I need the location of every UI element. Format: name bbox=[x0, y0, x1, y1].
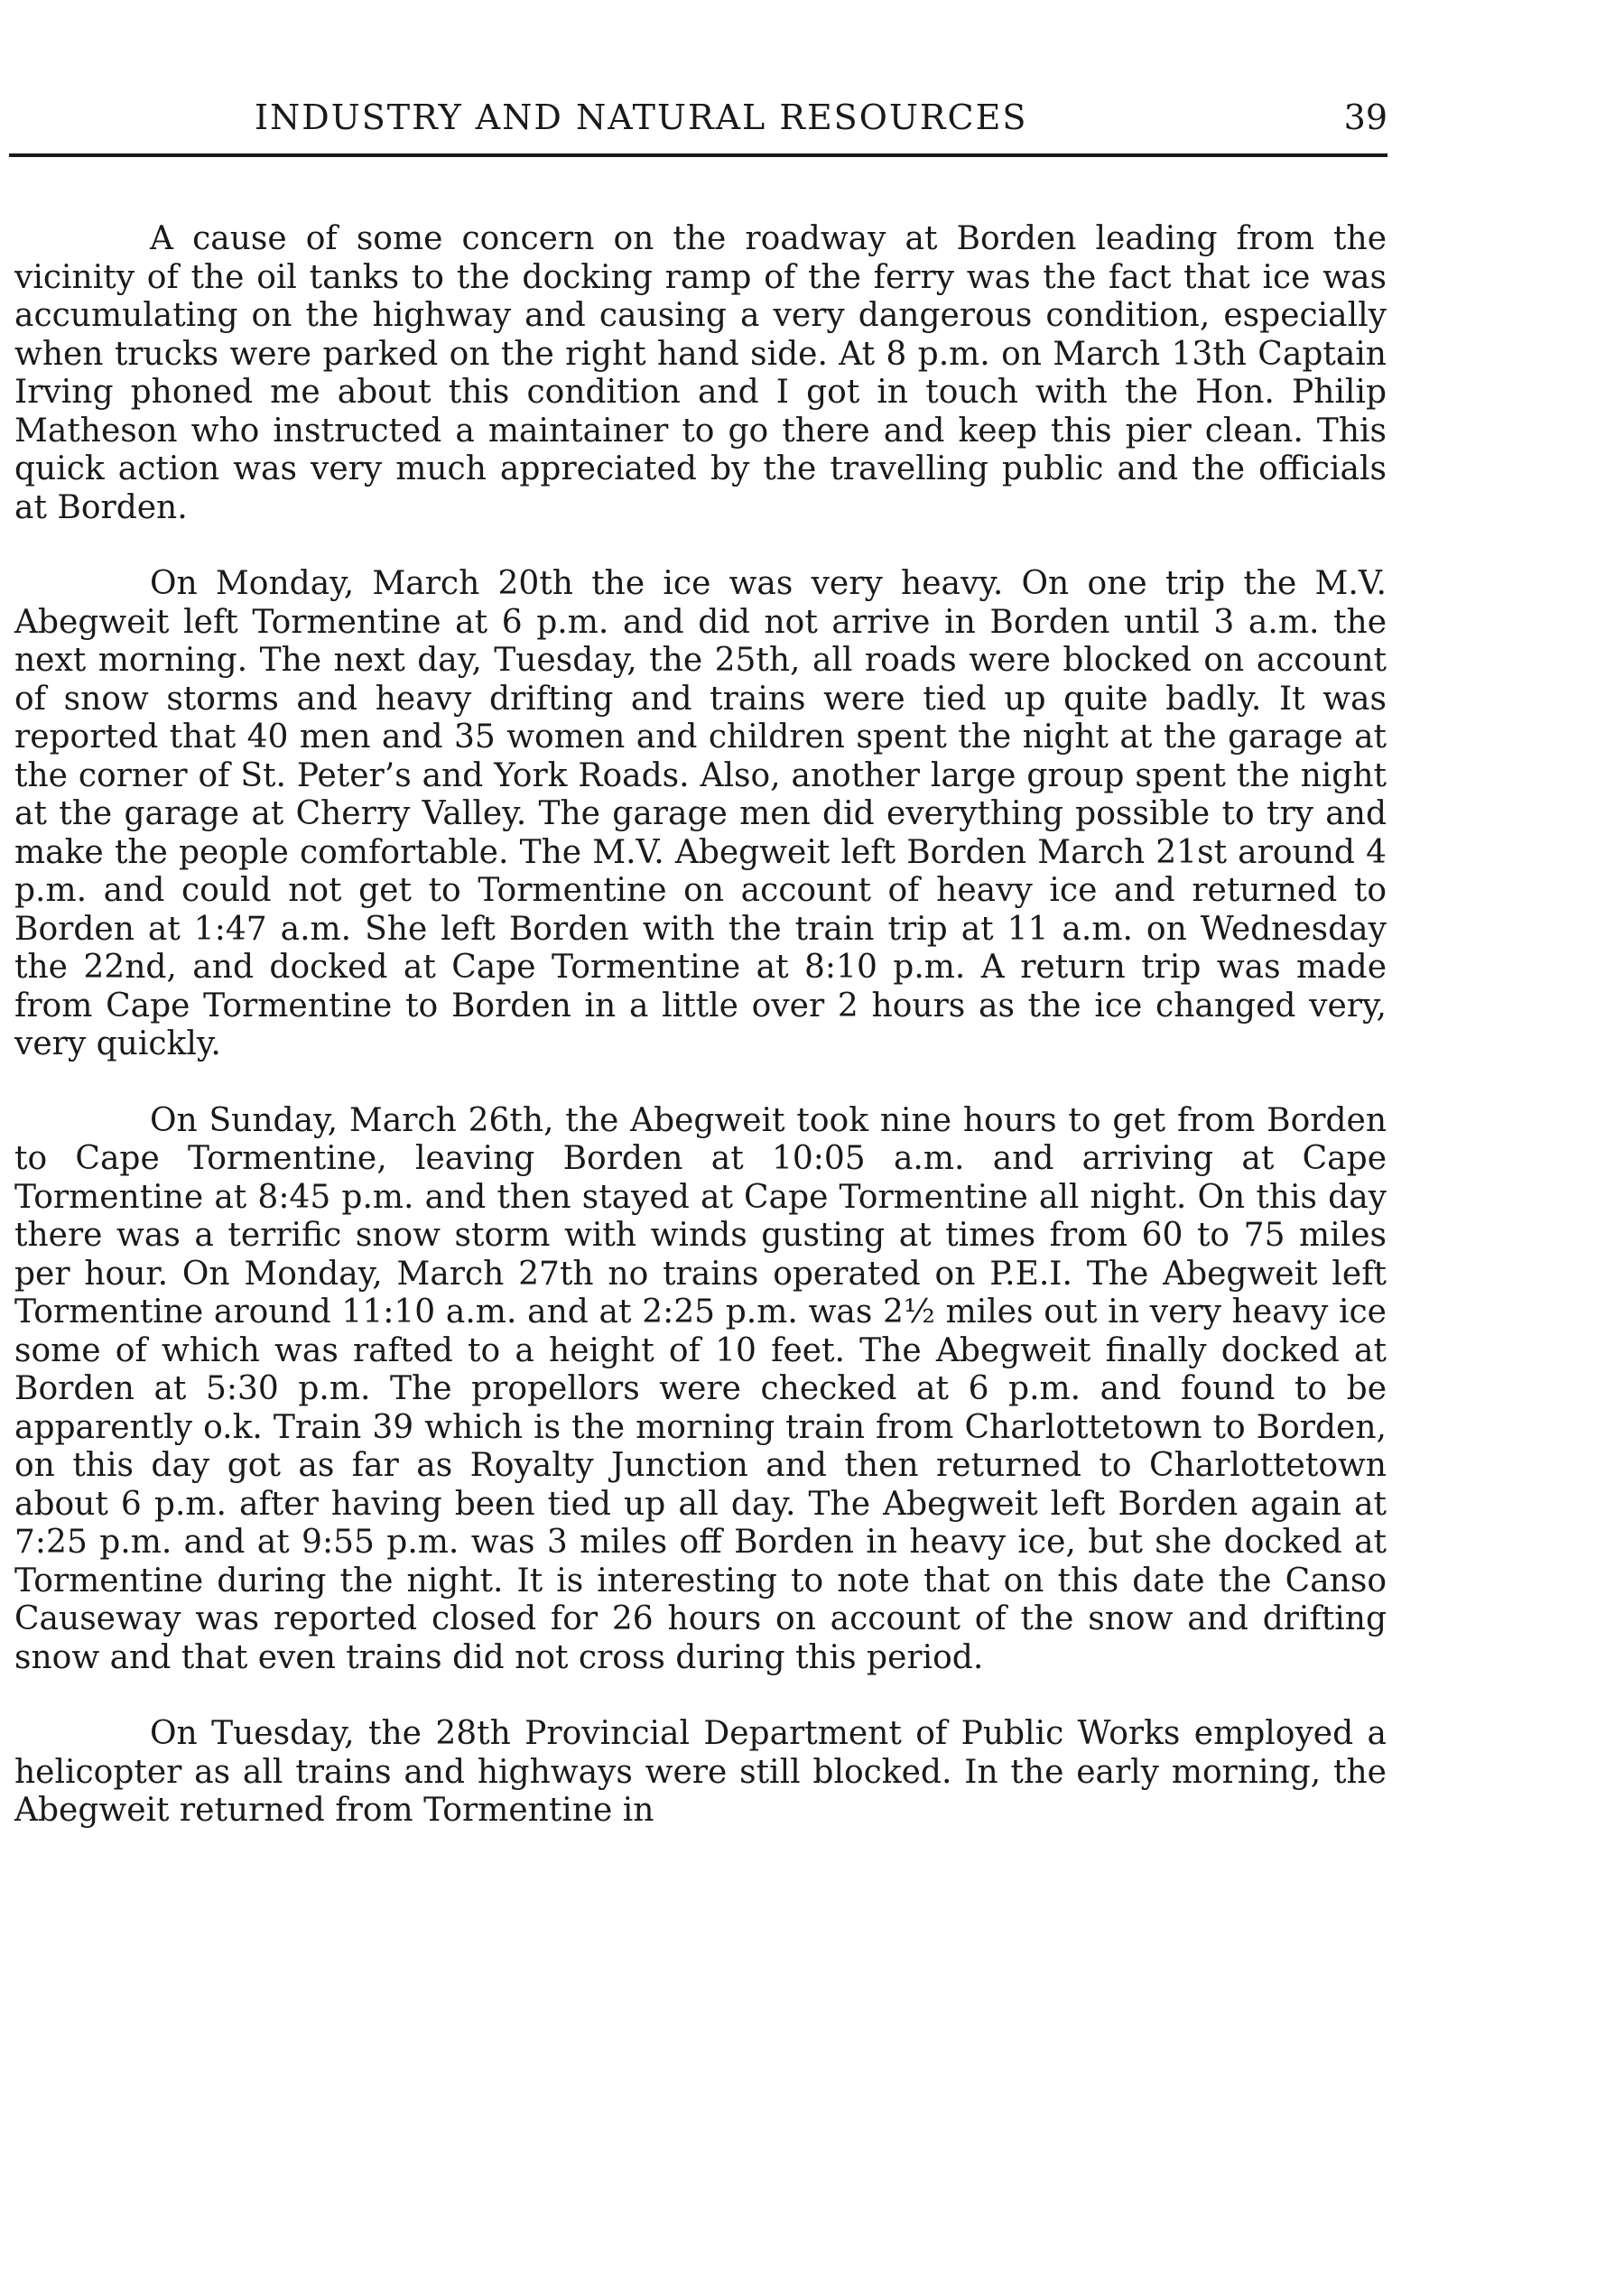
paragraph-3: On Sunday, March 26th, the Abegweit took nine hours to get from Borden to Cape Tormentine, leaving Borden at 10:05 a.m. and arriving at Cape Tormentine at 8:45 p.m. and then stayed at Cape Tormentine all night. On this day there was a terrific snow storm with winds gusting at times from 60 to 75 miles per hour. On Monday, March 27th no trains operated on P.E.I. The Abegweit left Tormentine around 11:10 a.m. and at 2:25 p.m. was 2½ miles out in very heavy ice some of which was rafted to a height of 10 feet. The Abegweit finally docked at Borden at 5:30 p.m. The propellors were checked at 6 p.m. and found to be apparently o.k. Train 39 which is the morning train from Charlottetown to Borden, on this day got as far as Royalty Junction and then returned to Charlottetown about 6 p.m. after having been tied up all day. The Abegweit left Borden again at 7:25 p.m. and at 9:55 p.m. was 3 miles off Borden in heavy ice, but she docked at Tormentine during the night. It is interesting to note that on this date the Canso Causeway was reported closed for 26 hours on account of the snow and drifting snow and that even trains did not cross during this period. bbox=[14, 1101, 1387, 1676]
header-rule bbox=[9, 153, 1387, 157]
body-text bbox=[14, 220, 1387, 1868]
paragraph-1: A cause of some concern on the roadway at Borden leading from the vicinity of the oil tanks to the docking ramp of the ferry was the fact that ice was accumulating on the highway and causing a very dangerous condition, especially when trucks were parked on the right hand side. At 8 p.m. on March 13th Captain Irving phoned me about this condition and I got in touch with the Hon. Philip Matheson who instructed a maintainer to go there and keep this pier clean. This quick action was very much appreciated by the travelling public and the officials at Borden. bbox=[14, 220, 1387, 526]
running-header bbox=[9, 90, 1387, 144]
page-number: 39 bbox=[1343, 97, 1387, 137]
paragraph-4: On Tuesday, the 28th Provincial Department of Public Works employed a helicopter as all trains and highways were still blocked. In the early morning, the Abegweit returned from Tormentine in bbox=[14, 1715, 1387, 1829]
paragraph-2: On Monday, March 20th the ice was very heavy. On one trip the M.V. Abegweit left Tormentine at 6 p.m. and did not arrive in Borden until 3 a.m. the next morning. The next day, Tuesday, the 25th, all roads were blocked on account of snow storms and heavy drifting and trains were tied up quite badly. It was reported that 40 men and 35 women and children spent the night at the garage at the corner of St. Peter’s and York Roads. Also, another large group spent the night at the garage at Cherry Valley. The garage men did everything possible to try and make the people comfortable. The M.V. Abegweit left Borden March 21st around 4 p.m. and could not get to Tormentine on account of heavy ice and returned to Borden at 1:47 a.m. She left Borden with the train trip at 11 a.m. on Wednesday the 22nd, and docked at Cape Tormentine at 8:10 p.m. A return trip was made from Cape Tormentine to Borden in a little over 2 hours as the ice changed very, very quickly. bbox=[14, 565, 1387, 1062]
header-title: INDUSTRY AND NATURAL RESOURCES bbox=[255, 97, 1028, 137]
